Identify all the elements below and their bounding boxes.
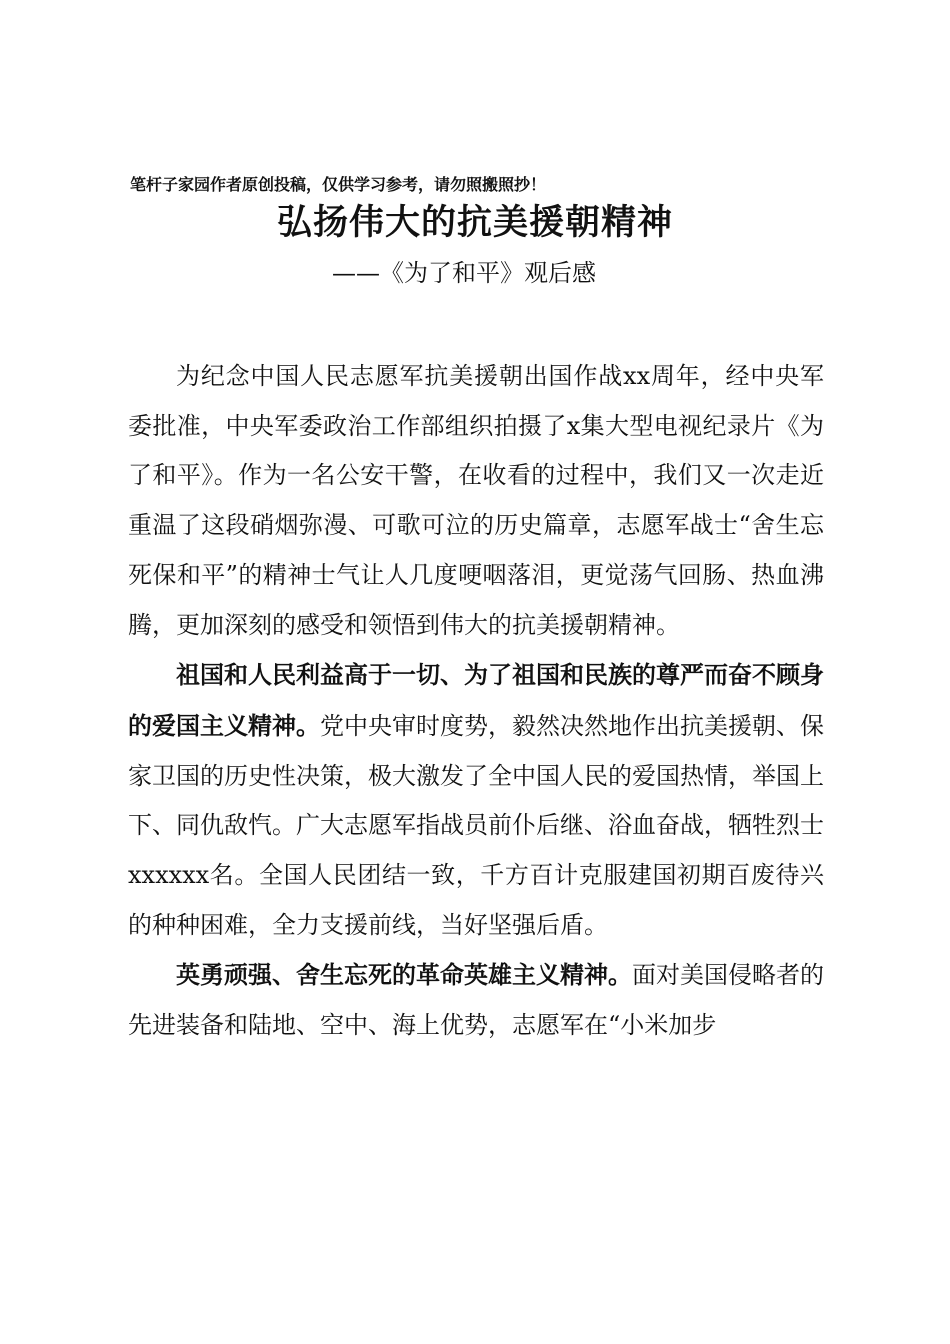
copyright-notice: 笔杆子家园作者原创投稿，仅供学习参考，请勿照搬照抄！ xyxy=(130,175,547,194)
paragraph-intro xyxy=(128,352,824,650)
paragraph-lead: 英勇顽强、舍生忘死的革命英雄主义精神。 xyxy=(176,960,632,990)
page-subtitle: ——《为了和平》观后感 xyxy=(332,259,596,287)
paragraph-text: 面对美国侵略者的先进装备和陆地、空中、海上优势，志愿军在“小米加步 xyxy=(128,961,824,1040)
paragraph-heroism xyxy=(128,950,824,1050)
paragraph-text: 为纪念中国人民志愿军抗美援朝出国作战xx周年，经中央军委批准，中央军委政治工作部组织拍摄了x集大型电视纪录片《为了和平》。作为一名公安干警，在收看的过程中，我们又一次走近重温了这段硝烟弥漫、可歌可泣的历史篇章，志愿军战士“舍生忘死保和平”的精神士气让人几度哽咽落泪，更觉荡气回肠、热血沸腾，更加深刻的感受和领悟到伟大的抗美援朝精神。 xyxy=(128,362,824,639)
paragraph-lead: 祖国和人民利益高于一切、为了祖国和民族的尊严而奋不顾身的爱国主义精神。 xyxy=(128,660,824,740)
page-title: 弘扬伟大的抗美援朝精神 xyxy=(276,202,673,243)
article-body xyxy=(128,352,824,1051)
paragraph-patriotism xyxy=(128,650,824,950)
paragraph-text: 党中央审时度势，毅然决然地作出抗美援朝、保家卫国的历史性决策，极大激发了全中国人民的爱国热情，举国上下、同仇敌忾。广大志愿军指战员前仆后继、浴血奋战，牺牲烈士xxxxxx名。全国人民团结一致，千方百计克服建国初期百废待兴的种种困难，全力支援前线，当好坚强后盾。 xyxy=(128,711,824,939)
